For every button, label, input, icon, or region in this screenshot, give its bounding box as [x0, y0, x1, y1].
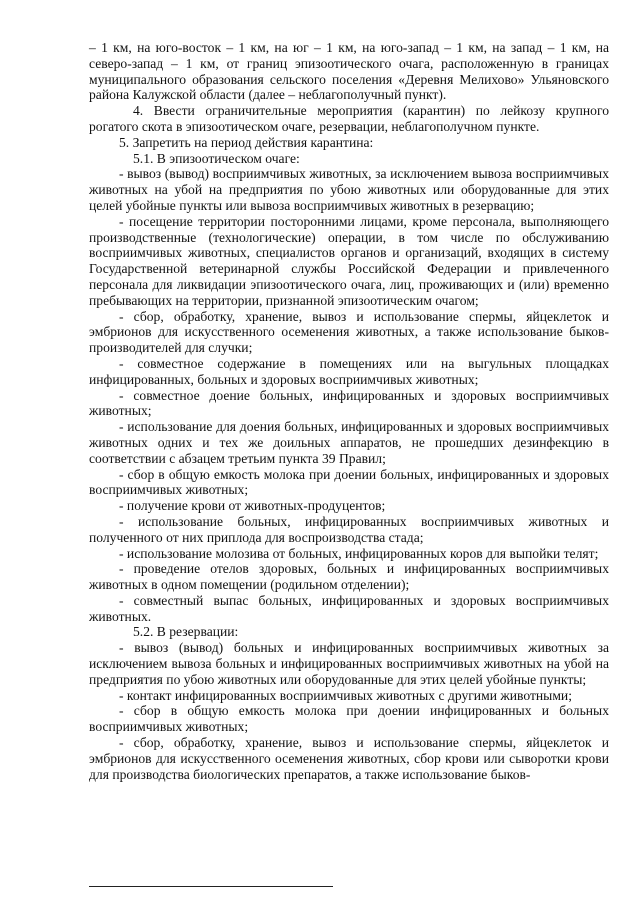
list-item: - совместное доение больных, инфицированных и здоровых восприимчивых животных; — [89, 387, 609, 419]
footnote-divider — [89, 886, 333, 887]
document-page — [89, 40, 609, 782]
list-item: - вывоз (вывод) восприимчивых животных, за исключением вывоза восприимчивых животных на убой на предприятия по убою животных или оборудованные для этих целей убойные пункты или вывоза восприимчивых животных в резервацию; — [89, 166, 609, 213]
list-item: - вывоз (вывод) больных и инфицированных восприимчивых животных за исключением вывоза больных и инфицированных восприимчивых животных на убой на предприятия по убою животных или оборудованные для этих целей убойные пункты; — [89, 640, 609, 687]
list-item: - получение крови от животных-продуцентов; — [119, 498, 386, 514]
list-item: - совместное содержание в помещениях или на выгульных площадках инфицированных, больных и здоровых восприимчивых животных; — [89, 355, 609, 387]
list-item: - использование молозива от больных, инфицированных коров для выпойки телят; — [119, 545, 599, 561]
list-item: - использование для доения больных, инфицированных и здоровых восприимчивых животных одних и тех же доильных аппаратов, не прошедших дезинфекцию в соответствии с абзацем третьим пункта 39 Правил; — [89, 419, 609, 466]
paragraph-item-5-2: 5.2. В резервации: — [133, 624, 239, 640]
paragraph-item-5: 5. Запретить на период действия карантина: — [119, 134, 374, 150]
list-item: - сбор в общую емкость молока при доении инфицированных и больных восприимчивых животных; — [89, 703, 609, 735]
paragraph-item-5-1: 5.1. В эпизоотическом очаге: — [133, 150, 300, 166]
list-item: - сбор в общую емкость молока при доении больных, инфицированных и здоровых восприимчивых животных; — [89, 466, 609, 498]
list-item: - контакт инфицированных восприимчивых животных с другими животными; — [119, 687, 572, 703]
list-item: - сбор, обработку, хранение, вывоз и использование спермы, яйцеклеток и эмбрионов для искусственного осеменения животных, а также использование быков-производителей для случки; — [89, 308, 609, 356]
paragraph-quarantine-zone-description: – 1 км, на юго-восток – 1 км, на юг – 1 км, на юго-запад – 1 км, на запад – 1 км, на северо-запад – 1 км, от границ эпизоотического очага, расположенную в границах муниципального образования сельского поселения «Деревня Мелихово» Ульяновского района Калужской области (далее – неблагополучный пункт). — [89, 40, 609, 103]
list-item: - совместный выпас больных, инфицированных и здоровых восприимчивых животных. — [89, 592, 609, 624]
list-item: - сбор, обработку, хранение, вывоз и использование спермы, яйцеклеток и эмбрионов для искусственного осеменения животных, сбор крови или сыворотки крови для производства биологических препаратов, а также использование быков- — [89, 735, 609, 782]
list-item: - использование больных, инфицированных восприимчивых животных и полученного от них приплода для воспроизводства стада; — [89, 513, 609, 545]
paragraph-item-4: 4. Ввести ограничительные мероприятия (карантин) по лейкозу крупного рогатого скота в эпизоотическом очаге, резервации, неблагополучном пункте. — [89, 103, 609, 134]
list-item: - посещение территории посторонними лицами, кроме персонала, выполняющего производственные (технологические) операции, в том числе по обслуживанию восприимчивых животных, специалистов органов и организаций, входящих в систему Государственной ветеринарной службы Российской Федерации и привлеченного персонала для ликвидации эпизоотического очага, лиц, проживающих и (или) временно пребывающих на территории, признанной эпизоотическим очагом; — [89, 213, 609, 308]
list-item: - проведение отелов здоровых, больных и инфицированных восприимчивых животных в одном помещении (родильном отделении); — [89, 561, 609, 593]
